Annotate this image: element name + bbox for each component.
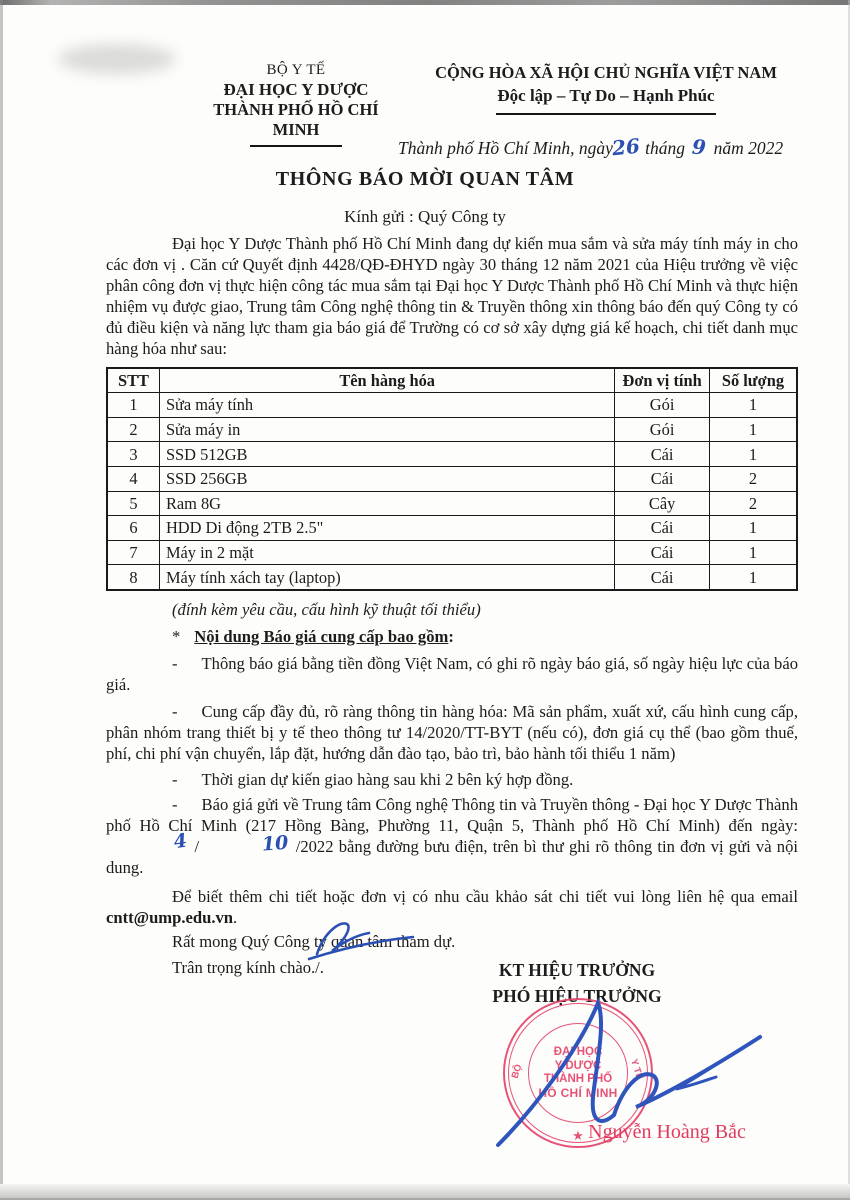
bullet-delivery-text: Thời gian dự kiến giao hàng sau khi 2 bên ký hợp đồng. xyxy=(201,769,574,789)
table-row xyxy=(107,565,797,590)
table-row xyxy=(107,393,797,418)
table-row xyxy=(107,417,797,442)
bullet-currency xyxy=(106,653,798,695)
scan-edge-top xyxy=(0,0,850,5)
signatory-title-2: PHÓ HIỆU TRƯỞNG xyxy=(492,986,662,1006)
cell-unit: Cái xyxy=(615,565,710,590)
cell-name: Sửa máy tính xyxy=(159,393,614,418)
col-header-unit: Đơn vị tính xyxy=(615,368,710,393)
bullet-deadline-pre: Báo giá gửi về Trung tâm Công nghệ Thông tin và Truyền thông - Đại học Y Dược Thành phố Hồ Chí Minh (217 Hồng Bàng, Phường 11, Quận 5, Thành phố Hồ Chí Minh) đến ngày: xyxy=(106,794,798,835)
col-header-name: Tên hàng hóa xyxy=(159,368,614,393)
scan-edge-bottom xyxy=(0,1184,850,1200)
issuer-org-line2: THÀNH PHỐ HỒ CHÍ MINH xyxy=(213,100,379,139)
seal-ring-text-right: Y TẾ xyxy=(628,1057,645,1082)
cell-name: Ram 8G xyxy=(159,491,614,516)
items-table xyxy=(106,367,798,591)
scan-smudge xyxy=(58,44,176,74)
col-header-stt: STT xyxy=(107,368,159,393)
cell-qty: 1 xyxy=(709,442,797,467)
cell-name: Sửa máy in xyxy=(159,417,614,442)
cell-name: Máy tính xách tay (laptop) xyxy=(159,565,614,590)
cell-qty: 1 xyxy=(709,540,797,565)
cell-stt: 7 xyxy=(107,540,159,565)
bullet-deadline xyxy=(106,794,798,878)
intro-paragraph: Đại học Y Dược Thành phố Hồ Chí Minh đang dự kiến mua sắm và sửa máy tính máy in cho các đơn vị . Căn cứ Quyết định 4428/QĐ-ĐHYD ngày 30 tháng 12 năm 2021 của Hiệu trưởng về việc phân công đơn vị thực hiện công tác mua sắm tại Đại học Y Dược Thành phố Hồ Chí Minh và thực hiện nhiệm vụ được giao, Trung tâm Công nghệ thông tin & Truyền thông xin thông báo đến quý Công ty có đủ điều kiện và năng lực tham gia báo giá để Trường có cơ sở xây dựng giá kế hoạch, chi tiết danh mục hàng hóa như sau: xyxy=(106,234,798,359)
cell-qty: 2 xyxy=(709,466,797,491)
table-row xyxy=(107,442,797,467)
issuer-underline xyxy=(250,145,342,147)
document-body xyxy=(106,233,798,978)
cell-unit: Cái xyxy=(615,442,710,467)
cell-qty: 2 xyxy=(709,491,797,516)
issuer-ministry: BỘ Y TẾ xyxy=(266,62,326,78)
contact-period: . xyxy=(233,908,238,928)
bullet-info-text: Cung cấp đầy đủ, rõ ràng thông tin hàng hóa: Mã sản phẩm, xuất xứ, cấu hình cung cấp, phân nhóm trang thiết bị y tế theo thông tư 14/2020/TT-BYT (nếu có), đơn giá cụ thể (bao gồm thuế, phí, chi phí vận chuyển, lắp đặt, hướng dẫn đào tạo, bảo trì, bảo hành tối thiểu 1 năm) xyxy=(106,702,798,764)
deadline-year: /2022 xyxy=(295,836,334,856)
cell-name: SSD 256GB xyxy=(159,466,614,491)
handwritten-deadline-day: 4 xyxy=(172,829,189,854)
seal-line-3: THÀNH PHỐ xyxy=(543,1073,613,1085)
bullet-deadline-post: bằng đường bưu điện, trên bì thư ghi rõ thông tin đơn vị gửi và nội dung. xyxy=(106,836,798,877)
date-separator: / xyxy=(194,836,200,856)
handwritten-day: 26 xyxy=(610,133,641,161)
signature-initial xyxy=(295,912,430,962)
cell-name: HDD Di động 2TB 2.5" xyxy=(159,516,614,541)
bullet-delivery xyxy=(106,769,798,790)
col-header-qty: Số lượng xyxy=(709,368,797,393)
cell-qty: 1 xyxy=(709,565,797,590)
dateline-prefix: Thành phố Hồ Chí Minh, ngày xyxy=(398,138,613,158)
bullet-currency-text: Thông báo giá bằng tiền đồng Việt Nam, có ghi rõ ngày báo giá, số ngày hiệu lực của báo giá. xyxy=(106,654,798,695)
issuer-block xyxy=(194,60,398,147)
cell-stt: 4 xyxy=(107,466,159,491)
section-heading xyxy=(172,626,798,647)
contact-paragraph xyxy=(106,886,798,928)
cell-unit: Gói xyxy=(615,417,710,442)
bullet-info xyxy=(106,701,798,764)
dateline-suffix: năm 2022 xyxy=(713,138,784,158)
dateline xyxy=(398,135,800,159)
salutation: Kính gửi : Quý Công ty xyxy=(344,207,506,226)
contact-pre-text: Để biết thêm chi tiết hoặc đơn vị có nhu cầu khảo sát chi tiết vui lòng liên hệ qua email xyxy=(172,887,798,907)
seal-ring-text-left: BỘ xyxy=(509,1063,525,1080)
table-row xyxy=(107,466,797,491)
section-heading-text: Nội dung Báo giá cung cấp bao gồm xyxy=(194,627,449,646)
cell-unit: Gói xyxy=(615,393,710,418)
contact-email: cntt@ump.edu.vn xyxy=(106,908,234,928)
seal-line-1: ĐẠI HỌC xyxy=(553,1046,603,1058)
table-row xyxy=(107,516,797,541)
dash-marker: - xyxy=(172,769,178,789)
dash-marker: - xyxy=(172,654,178,674)
cell-unit: Cây xyxy=(615,491,710,516)
cell-name: SSD 512GB xyxy=(159,442,614,467)
table-header-row xyxy=(107,368,797,393)
national-motto: Độc lập – Tự Do – Hạnh Phúc xyxy=(497,86,715,105)
cell-stt: 6 xyxy=(107,516,159,541)
cell-stt: 2 xyxy=(107,417,159,442)
dash-marker: - xyxy=(172,794,178,814)
closing-line-2: Trân trọng kính chào./. xyxy=(172,958,324,978)
cell-unit: Cái xyxy=(615,516,710,541)
section-colon: : xyxy=(448,627,454,646)
national-header-block xyxy=(416,62,796,115)
seal-line-4: HỒ CHÍ MINH xyxy=(538,1085,618,1100)
motto-underline xyxy=(496,113,716,115)
issuer-org-line1: ĐẠI HỌC Y DƯỢC xyxy=(223,80,369,99)
cell-stt: 8 xyxy=(107,565,159,590)
national-title: CỘNG HÒA XÃ HỘI CHỦ NGHĨA VIỆT NAM xyxy=(435,63,777,82)
signer-name: Nguyễn Hoàng Bắc xyxy=(588,1121,746,1143)
seal-line-2: Y DƯỢC xyxy=(554,1059,602,1072)
cell-stt: 5 xyxy=(107,491,159,516)
cell-unit: Cái xyxy=(615,466,710,491)
star-icon: ★ xyxy=(572,1128,584,1143)
asterisk-marker: * xyxy=(172,627,181,646)
cell-qty: 1 xyxy=(709,516,797,541)
handwritten-deadline-month: 10 xyxy=(261,831,290,856)
document-title: THÔNG BÁO MỜI QUAN TÂM xyxy=(275,168,575,190)
closing-line-1: Rất mong Quý Công ty quan tâm tham dự. xyxy=(172,932,456,952)
dateline-middle: tháng xyxy=(645,138,685,158)
cell-stt: 3 xyxy=(107,442,159,467)
handwritten-month: 9 xyxy=(691,134,708,160)
signatory-title-1: KT HIỆU TRƯỞNG xyxy=(498,960,656,980)
cell-stt: 1 xyxy=(107,393,159,418)
table-row xyxy=(107,491,797,516)
cell-name: Máy in 2 mặt xyxy=(159,540,614,565)
cell-qty: 1 xyxy=(709,417,797,442)
table-row xyxy=(107,540,797,565)
dash-marker: - xyxy=(172,702,178,722)
cell-qty: 1 xyxy=(709,393,797,418)
cell-unit: Cái xyxy=(615,540,710,565)
attachment-note: (đính kèm yêu cầu, cấu hình kỹ thuật tối thiểu) xyxy=(172,599,481,619)
